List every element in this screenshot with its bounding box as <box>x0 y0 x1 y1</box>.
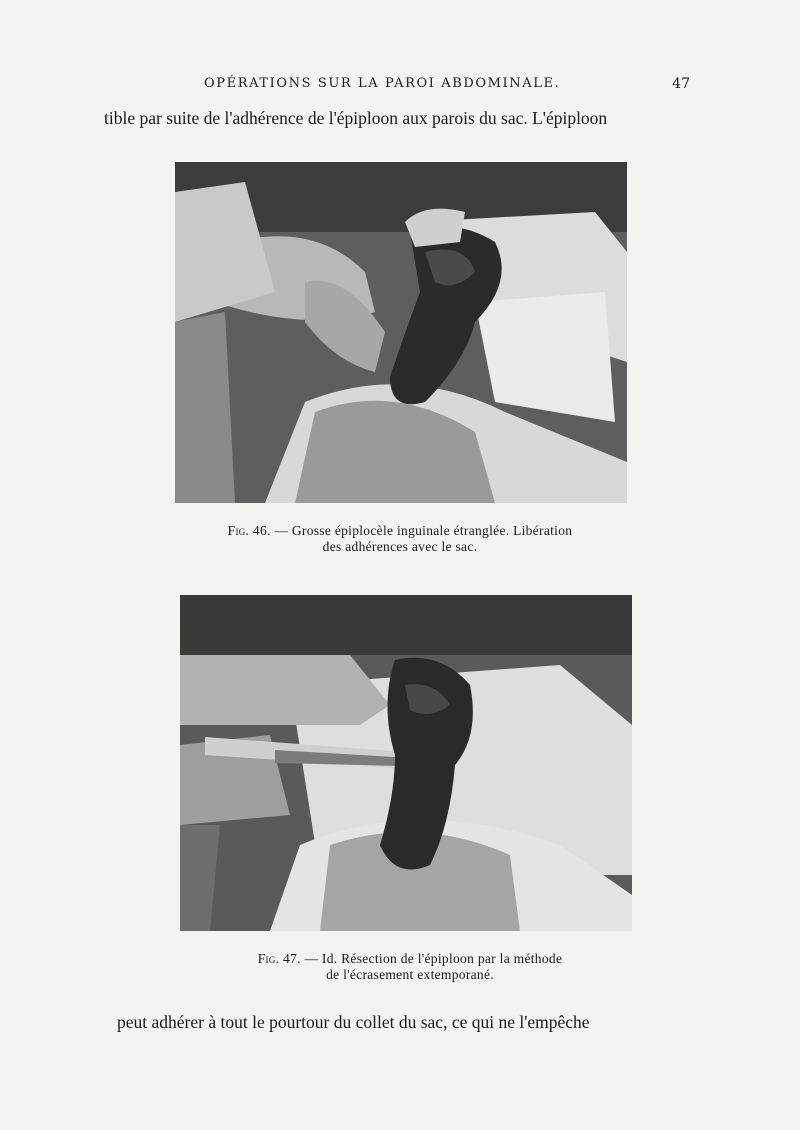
body-text-line-top: tible par suite de l'adhérence de l'épiploon aux parois du sac. L'épiploon <box>104 108 608 128</box>
figure-47-caption-line2: de l'écrasement extemporané. <box>326 967 494 982</box>
figure-46-label: Fig. 46. <box>227 523 271 538</box>
figure-47-caption-line1 <box>180 951 640 967</box>
figure-46-caption <box>170 523 630 555</box>
figure-46-caption-line1 <box>170 523 630 539</box>
figure-46-photo <box>175 162 627 503</box>
header-title: OPÉRATIONS SUR LA PAROI ABDOMINALE. <box>204 76 561 91</box>
figure-46-caption-text1: — Grosse épiplocèle inguinale étranglée. Libération <box>274 523 573 538</box>
figure-47-caption <box>180 951 640 983</box>
figure-47-photo <box>180 595 632 931</box>
surgical-photo-46 <box>175 162 627 503</box>
surgical-photo-47 <box>180 595 632 931</box>
page-number: 47 <box>672 76 690 92</box>
figure-47-caption-text1: — Id. Résection de l'épiploon par la méthode <box>304 951 563 966</box>
body-text-line-bottom: peut adhérer à tout le pourtour du collet du sac, ce qui ne l'empêche <box>117 1012 590 1032</box>
figure-46-caption-line2: des adhérences avec le sac. <box>322 539 478 554</box>
figure-47-label: Fig. 47. <box>257 951 301 966</box>
